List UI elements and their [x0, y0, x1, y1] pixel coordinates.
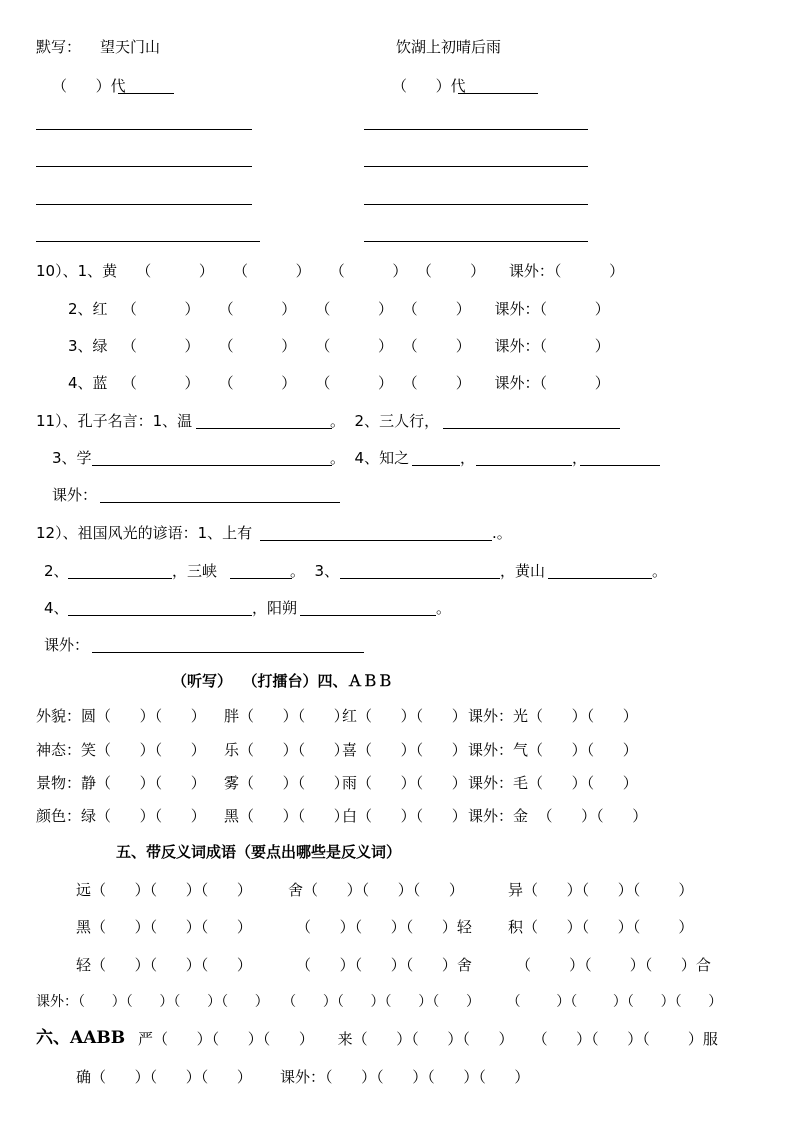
s5-cell: （ ）（ ）（ ）合: [516, 956, 711, 974]
poem-right-line[interactable]: [364, 166, 588, 167]
s4-row-cell: 红（ ）（ ）: [342, 707, 467, 725]
q12-blank-2[interactable]: [68, 578, 172, 579]
s4-row-cell: 课外：气（ ）（ ）: [468, 741, 638, 759]
q12-line3-a: 4、: [44, 599, 69, 617]
q11-blank-4[interactable]: [412, 465, 460, 466]
q11-item2: 。 2、三人行，: [330, 412, 440, 430]
q11-item4: 。 4、知之: [330, 449, 410, 467]
poem-right-line[interactable]: [364, 204, 588, 205]
s4-row-label: 景物：静（ ）（ ）: [36, 774, 206, 792]
s5-cell: 轻（ ）（ ）（ ）: [76, 956, 252, 974]
s4-row-cell: 乐（ ）（ ）: [224, 741, 349, 759]
q12-line2-e: 。: [652, 562, 668, 580]
q12-blank-7[interactable]: [300, 615, 436, 616]
s4-row-label: 外貌：圆（ ）（ ）: [36, 707, 206, 725]
q12-end1: .。: [492, 524, 512, 542]
q12-line2-a: 2、: [44, 562, 69, 580]
s5-cell: 黑（ ）（ ）（ ）: [76, 918, 252, 936]
s4-row-label: 神态：笑（ ）（ ）: [36, 741, 206, 759]
s5-cell: 舍（ ）（ ）（ ）: [288, 881, 464, 899]
s5-cell: （ ）（ ）（ ）轻: [296, 918, 472, 936]
dynasty-right-blank[interactable]: [458, 93, 538, 94]
q12-line3-b: ，阳朔: [252, 599, 298, 617]
s4-row-cell: 雨（ ）（ ）: [342, 774, 467, 792]
poem-title-left: 望天门山: [100, 38, 161, 56]
q12-line3-c: 。: [436, 599, 452, 617]
q11-blank-6[interactable]: [580, 465, 660, 466]
q10-row: 10）、1、黄 （ ） （ ） （ ） （ ） 课外：（ ）: [36, 262, 625, 280]
s4-row-cell: 课外：金 （ ）（ ）: [468, 807, 648, 825]
q12-extra-blank[interactable]: [92, 652, 364, 653]
section-5-title: 五、带反义词成语（要点出哪些是反义词）: [116, 843, 402, 861]
poem-right-line[interactable]: [364, 129, 588, 130]
s5-cell: 远（ ）（ ）（ ）: [76, 881, 252, 899]
s4-row-cell: 雾（ ）（ ）: [224, 774, 349, 792]
s5-cell: 异（ ）（ ）（ ）: [508, 881, 694, 899]
s5-extra: 课外：（ ）（ ）（ ）（ ） （ ）（ ）（ ）（ ） （ ）（ ）（ ）（ ）: [36, 994, 723, 1010]
q11-blank-2[interactable]: [443, 428, 620, 429]
s4-row-cell: 黑（ ）（ ）: [224, 807, 349, 825]
q11-prefix: 11）、孔子名言：1、温: [36, 412, 193, 430]
poem-left-line[interactable]: [36, 241, 260, 242]
q12-line2-c: 。 3、: [290, 562, 340, 580]
q12-blank-1[interactable]: [260, 540, 492, 541]
dynasty-left: （ ）代: [52, 77, 126, 95]
s4-row-cell: 白（ ）（ ）: [342, 807, 467, 825]
q11-blank-5[interactable]: [476, 465, 572, 466]
q11-extra-blank[interactable]: [100, 502, 340, 503]
poem-title-right: 饮湖上初晴后雨: [396, 38, 502, 56]
s6-line2-a: 确（ ）（ ）（ ）: [76, 1068, 252, 1086]
s4-row-cell: 课外：毛（ ）（ ）: [468, 774, 638, 792]
q11-blank-3[interactable]: [92, 465, 332, 466]
s6-line2-b: 课外：（ ）（ ）（ ）（ ）: [280, 1068, 530, 1086]
poem-left-line[interactable]: [36, 166, 252, 167]
q12-blank-3[interactable]: [230, 578, 292, 579]
q12-prefix: 12）、祖国风光的谚语：1、上有: [36, 524, 253, 542]
q11-comma-1: ，: [460, 449, 476, 467]
section-6-title: 六、AABB: [36, 1028, 126, 1048]
q11-item3: 3、学: [52, 449, 92, 467]
dictation-label: 默写：: [36, 38, 82, 56]
q10-row: 3、绿 （ ） （ ） （ ） （ ） 课外：（ ）: [68, 337, 610, 355]
section-4-title: （听写） （打擂台）四、ＡＢＢ: [172, 672, 393, 690]
q12-line2-b: ，三峡: [172, 562, 218, 580]
dynasty-left-blank[interactable]: [118, 93, 174, 94]
s4-row-cell: 胖（ ）（ ）: [224, 707, 349, 725]
q11-comma-2: ，: [572, 449, 588, 467]
s4-row-cell: 喜（ ）（ ）: [342, 741, 467, 759]
poem-left-line[interactable]: [36, 129, 252, 130]
s4-row-cell: 课外：光（ ）（ ）: [468, 707, 638, 725]
q11-extra: 课外：: [52, 486, 98, 504]
q12-line2-d: ，黄山: [500, 562, 546, 580]
q11-blank-1[interactable]: [196, 428, 332, 429]
poem-left-line[interactable]: [36, 204, 252, 205]
q10-row: 2、红 （ ） （ ） （ ） （ ） 课外：（ ）: [68, 300, 610, 318]
q12-extra: 课外：: [44, 636, 90, 654]
s6-line1: 严（ ）（ ）（ ） 来（ ）（ ）（ ） （ ）（ ）（ ）服: [138, 1030, 718, 1048]
q12-blank-6[interactable]: [68, 615, 252, 616]
s4-row-label: 颜色：绿（ ）（ ）: [36, 807, 206, 825]
q10-row: 4、蓝 （ ） （ ） （ ） （ ） 课外：（ ）: [68, 374, 610, 392]
dynasty-right: （ ）代: [392, 77, 466, 95]
poem-right-line[interactable]: [364, 241, 588, 242]
s5-cell: （ ）（ ）（ ）舍: [296, 956, 472, 974]
s5-cell: 积（ ）（ ）（ ）: [508, 918, 694, 936]
q12-blank-5[interactable]: [548, 578, 652, 579]
q12-blank-4[interactable]: [340, 578, 500, 579]
